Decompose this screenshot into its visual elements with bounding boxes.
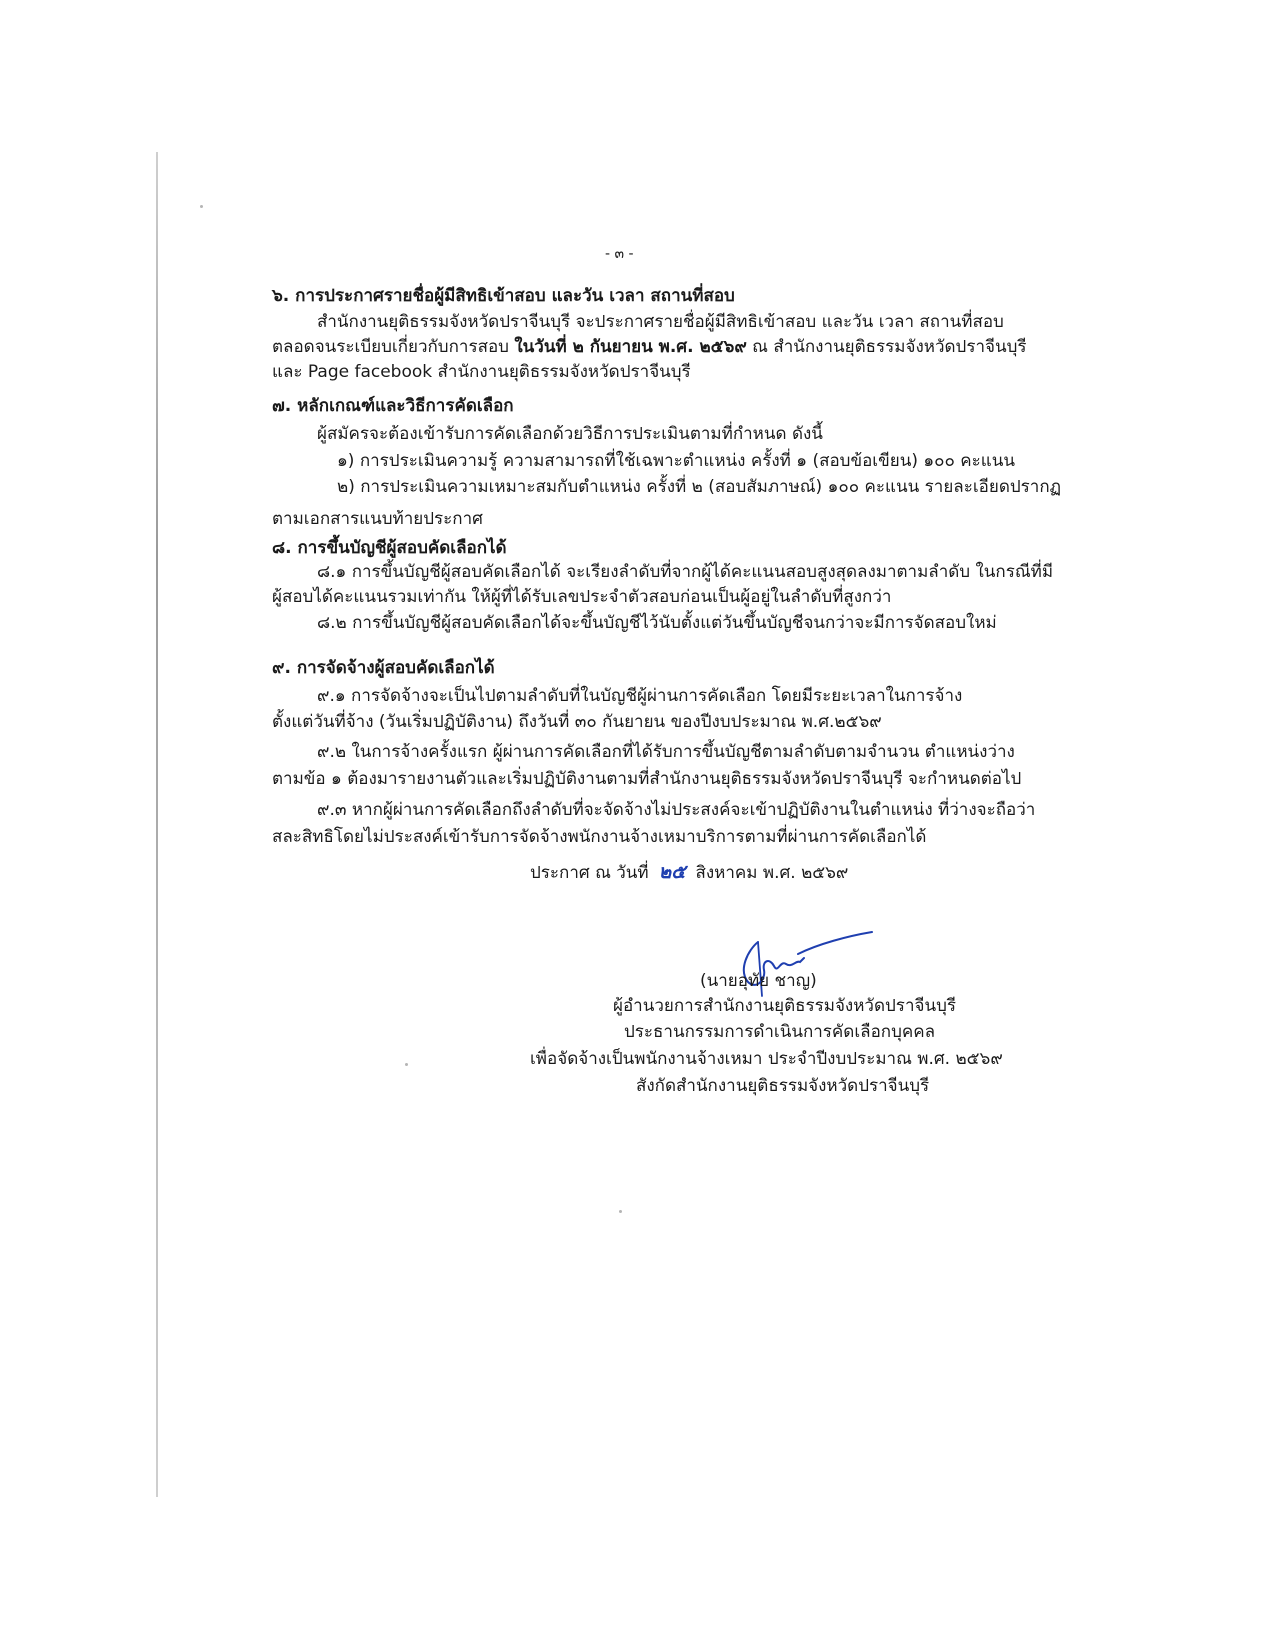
page-number: - ๓ - [605, 246, 634, 262]
section-6-line-1: สำนักงานยุติธรรมจังหวัดปราจีนบุรี จะประกาศรายชื่อผู้มีสิทธิเข้าสอบ และวัน เวลา สถานที่สอบ [317, 312, 1004, 332]
section-9-heading: ๙. การจัดจ้างผู้สอบคัดเลือกได้ [272, 658, 495, 678]
signatory-name: (นายอุทัย ชาญ) [700, 971, 817, 991]
signatory-title-4: สังกัดสำนักงานยุติธรรมจังหวัดปราจีนบุรี [636, 1076, 930, 1096]
scan-speck [200, 205, 203, 208]
scan-speck [619, 1210, 622, 1213]
signatory-title-2: ประธานกรรมการดำเนินการคัดเลือกบุคคล [624, 1022, 936, 1042]
section-9-para-1-cont: ตั้งแต่วันที่จ้าง (วันเริ่มปฏิบัติงาน) ถึงวันที่ ๓๐ กันยายน ของปีงบประมาณ พ.ศ.๒๕๖๙ [272, 712, 882, 732]
section-7-heading: ๗. หลักเกณฑ์และวิธีการคัดเลือก [272, 396, 514, 416]
scan-edge-line [156, 152, 158, 1497]
signatory-title-3: เพื่อจัดจ้างเป็นพนักงานจ้างเหมา ประจำปีงบประมาณ พ.ศ. ๒๕๖๙ [530, 1049, 1003, 1069]
section-8-para-1: ๘.๑ การขึ้นบัญชีผู้สอบคัดเลือกได้ จะเรียงลำดับที่จากผู้ได้คะแนนสอบสูงสุดลงมาตามลำดับ ในกรณีที่มี [317, 562, 1054, 582]
section-7-item-2-cont: ตามเอกสารแนบท้ายประกาศ [272, 509, 483, 529]
section-7-item-1: ๑) การประเมินความรู้ ความสามารถที่ใช้เฉพาะตำแหน่ง ครั้งที่ ๑ (สอบข้อเขียน) ๑๐๐ คะแนน [337, 451, 1015, 471]
section-6-heading: ๖. การประกาศรายชื่อผู้มีสิทธิเข้าสอบ และวัน เวลา สถานที่สอบ [272, 286, 735, 306]
handwritten-day: ๒๕ [658, 861, 686, 883]
section-8-para-2: ๘.๒ การขึ้นบัญชีผู้สอบคัดเลือกได้จะขึ้นบัญชีไว้นับตั้งแต่วันขึ้นบัญชีจนกว่าจะมีการจัดสอบใหม่ [317, 613, 997, 633]
section-7-item-2: ๒) การประเมินความเหมาะสมกับตำแหน่ง ครั้งที่ ๒ (สอบสัมภาษณ์) ๑๐๐ คะแนน รายละเอียดปรากฏ [337, 477, 1062, 497]
announcement-date: ประกาศ ณ วันที่ ๒๕ สิงหาคม พ.ศ. ๒๕๖๙ [530, 861, 849, 883]
exam-date-emphasis: ในวันที่ ๒ กันยายน พ.ศ. ๒๕๖๙ [514, 337, 747, 357]
section-9-para-1: ๙.๑ การจัดจ้างจะเป็นไปตามลำดับที่ในบัญชีผู้ผ่านการคัดเลือก โดยมีระยะเวลาในการจ้าง [317, 686, 963, 706]
section-9-para-2-cont: ตามข้อ ๑ ต้องมารายงานตัวและเริ่มปฏิบัติงานตามที่สำนักงานยุติธรรมจังหวัดปราจีนบุรี จะกำหนดต่อไป [272, 769, 1022, 789]
signatory-title-1: ผู้อำนวยการสำนักงานยุติธรรมจังหวัดปราจีนบุรี [613, 996, 956, 1016]
section-8-para-1-cont: ผู้สอบได้คะแนนรวมเท่ากัน ให้ผู้ที่ได้รับเลขประจำตัวสอบก่อนเป็นผู้อยู่ในลำดับที่สูงกว่า [272, 587, 892, 607]
scan-speck [405, 1063, 408, 1066]
section-7-intro: ผู้สมัครจะต้องเข้ารับการคัดเลือกด้วยวิธีการประเมินตามที่กำหนด ดังนี้ [317, 424, 823, 444]
section-9-para-2: ๙.๒ ในการจ้างครั้งแรก ผู้ผ่านการคัดเลือกที่ได้รับการขึ้นบัญชีตามลำดับตามจำนวน ตำแหน่งว่าง [317, 742, 1015, 762]
section-9-para-3: ๙.๓ หากผู้ผ่านการคัดเลือกถึงลำดับที่จะจัดจ้างไม่ประสงค์จะเข้าปฏิบัติงานในตำแหน่ง ที่ว่างจะถือว่า [317, 800, 1036, 820]
section-6-line-3: และ Page facebook สำนักงานยุติธรรมจังหวัดปราจีนบุรี [272, 362, 691, 382]
section-8-heading: ๘. การขึ้นบัญชีผู้สอบคัดเลือกได้ [272, 538, 507, 558]
section-9-para-3-cont: สละสิทธิโดยไม่ประสงค์เข้ารับการจัดจ้างพนักงานจ้างเหมาบริการตามที่ผ่านการคัดเลือกได้ [272, 827, 927, 847]
section-6-line-2: ตลอดจนระเบียบเกี่ยวกับการสอบ ในวันที่ ๒ กันยายน พ.ศ. ๒๕๖๙ ณ สำนักงานยุติธรรมจังหวัดปราจีนบุรี [272, 337, 1027, 357]
